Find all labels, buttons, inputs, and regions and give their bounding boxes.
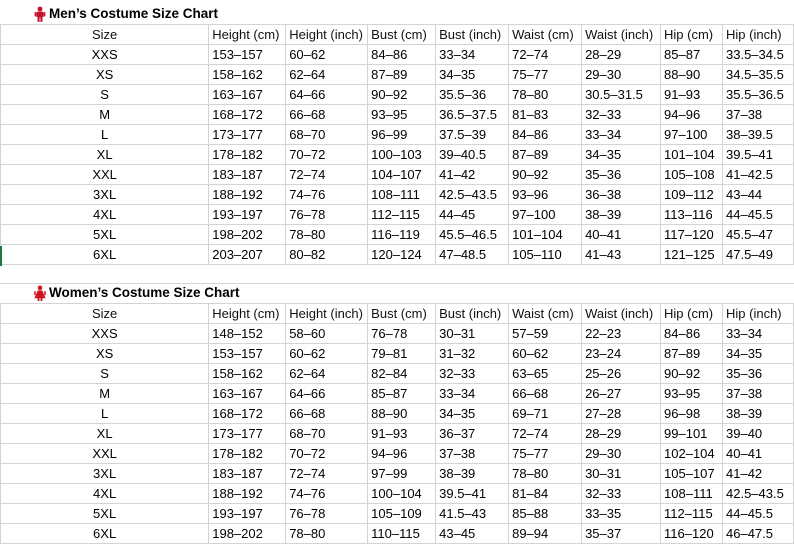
measurement-cell[interactable]: 32–33	[582, 105, 661, 125]
measurement-cell[interactable]: 94–96	[368, 444, 436, 464]
measurement-cell[interactable]: 30.5–31.5	[582, 85, 661, 105]
size-cell[interactable]: 6XL	[1, 245, 209, 265]
table-row	[1, 225, 794, 245]
measurement-cell[interactable]: 85–87	[368, 384, 436, 404]
measurement-cell[interactable]: 66–68	[286, 105, 368, 125]
measurement-cell[interactable]: 47.5–49	[723, 245, 794, 265]
measurement-cell[interactable]: 70–72	[286, 444, 368, 464]
measurement-cell[interactable]: 79–81	[368, 344, 436, 364]
measurement-cell[interactable]: 85–87	[661, 45, 723, 65]
man-figure-icon	[33, 6, 47, 22]
measurement-cell[interactable]: 23–24	[582, 344, 661, 364]
measurement-cell[interactable]: 153–157	[209, 344, 286, 364]
measurement-cell[interactable]: 153–157	[209, 45, 286, 65]
measurement-cell[interactable]: 28–29	[582, 424, 661, 444]
measurement-cell[interactable]: 183–187	[209, 165, 286, 185]
measurement-cell[interactable]: 34.5–35.5	[723, 65, 794, 85]
measurement-cell[interactable]: 22–23	[582, 324, 661, 344]
measurement-cell[interactable]: 60–62	[509, 344, 582, 364]
table-row	[1, 504, 794, 524]
measurement-cell[interactable]: 64–66	[286, 85, 368, 105]
size-cell[interactable]: L	[1, 125, 209, 145]
measurement-cell[interactable]: 110–115	[368, 524, 436, 544]
measurement-cell[interactable]: 158–162	[209, 364, 286, 384]
measurement-cell[interactable]: 168–172	[209, 404, 286, 424]
size-cell[interactable]: XXS	[1, 45, 209, 65]
measurement-cell[interactable]: 39.5–41	[723, 145, 794, 165]
column-header[interactable]: Height (cm)	[209, 25, 286, 45]
column-header[interactable]: Height (inch)	[286, 25, 368, 45]
column-header[interactable]: Waist (inch)	[582, 25, 661, 45]
measurement-cell[interactable]: 43–44	[723, 185, 794, 205]
column-header[interactable]: Hip (inch)	[723, 304, 794, 324]
column-header[interactable]: Bust (cm)	[368, 25, 436, 45]
blank-row	[0, 269, 794, 284]
table-row	[1, 65, 794, 85]
measurement-cell[interactable]: 40–41	[582, 225, 661, 245]
measurement-cell[interactable]: 74–76	[286, 484, 368, 504]
measurement-cell[interactable]: 93–95	[661, 384, 723, 404]
measurement-cell[interactable]: 34–35	[436, 65, 509, 85]
measurement-cell[interactable]: 163–167	[209, 384, 286, 404]
measurement-cell[interactable]: 105–108	[661, 165, 723, 185]
measurement-cell[interactable]: 113–116	[661, 205, 723, 225]
column-header[interactable]: Height (cm)	[209, 304, 286, 324]
table-row	[1, 145, 794, 165]
measurement-cell[interactable]: 34–35	[723, 344, 794, 364]
measurement-cell[interactable]: 33–34	[582, 125, 661, 145]
measurement-cell[interactable]: 81–84	[509, 484, 582, 504]
measurement-cell[interactable]: 37–38	[436, 444, 509, 464]
measurement-cell[interactable]: 30–31	[582, 464, 661, 484]
column-header[interactable]: Size	[1, 25, 209, 45]
size-cell[interactable]: S	[1, 85, 209, 105]
measurement-cell[interactable]: 117–120	[661, 225, 723, 245]
column-header[interactable]: Height (inch)	[286, 304, 368, 324]
measurement-cell[interactable]: 89–94	[509, 524, 582, 544]
measurement-cell[interactable]: 41–43	[582, 245, 661, 265]
measurement-cell[interactable]: 91–93	[661, 85, 723, 105]
measurement-cell[interactable]: 121–125	[661, 245, 723, 265]
measurement-cell[interactable]: 168–172	[209, 105, 286, 125]
measurement-cell[interactable]: 36–37	[436, 424, 509, 444]
size-cell[interactable]: 5XL	[1, 225, 209, 245]
measurement-cell[interactable]: 43–45	[436, 524, 509, 544]
column-header[interactable]: Waist (inch)	[582, 304, 661, 324]
table-row	[1, 364, 794, 384]
men-size-table	[0, 24, 794, 265]
measurement-cell[interactable]: 35.5–36	[436, 85, 509, 105]
measurement-cell[interactable]: 102–104	[661, 444, 723, 464]
measurement-cell[interactable]: 35–36	[582, 165, 661, 185]
row-selection-marker	[0, 246, 2, 266]
measurement-cell[interactable]: 40–41	[723, 444, 794, 464]
measurement-cell[interactable]: 183–187	[209, 464, 286, 484]
column-header[interactable]: Bust (inch)	[436, 304, 509, 324]
measurement-cell[interactable]: 109–112	[661, 185, 723, 205]
measurement-cell[interactable]: 25–26	[582, 364, 661, 384]
table-row	[1, 424, 794, 444]
measurement-cell[interactable]: 188–192	[209, 484, 286, 504]
measurement-cell[interactable]: 38–39.5	[723, 125, 794, 145]
measurement-cell[interactable]: 90–92	[661, 364, 723, 384]
measurement-cell[interactable]: 105–110	[509, 245, 582, 265]
measurement-cell[interactable]: 76–78	[368, 324, 436, 344]
measurement-cell[interactable]: 104–107	[368, 165, 436, 185]
measurement-cell[interactable]: 29–30	[582, 65, 661, 85]
measurement-cell[interactable]: 178–182	[209, 145, 286, 165]
measurement-cell[interactable]: 116–119	[368, 225, 436, 245]
measurement-cell[interactable]: 88–90	[368, 404, 436, 424]
measurement-cell[interactable]: 62–64	[286, 364, 368, 384]
measurement-cell[interactable]: 105–109	[368, 504, 436, 524]
measurement-cell[interactable]: 72–74	[286, 165, 368, 185]
measurement-cell[interactable]: 35–36	[723, 364, 794, 384]
women-chart-title-row	[0, 283, 794, 304]
measurement-cell[interactable]: 84–86	[509, 125, 582, 145]
measurement-cell[interactable]: 193–197	[209, 504, 286, 524]
measurement-cell[interactable]: 34–35	[436, 404, 509, 424]
measurement-cell[interactable]: 80–82	[286, 245, 368, 265]
measurement-cell[interactable]: 94–96	[661, 105, 723, 125]
measurement-cell[interactable]: 30–31	[436, 324, 509, 344]
measurement-cell[interactable]: 75–77	[509, 65, 582, 85]
table-row	[1, 524, 794, 544]
measurement-cell[interactable]: 36.5–37.5	[436, 105, 509, 125]
measurement-cell[interactable]: 78–80	[286, 524, 368, 544]
measurement-cell[interactable]: 72–74	[509, 45, 582, 65]
measurement-cell[interactable]: 105–107	[661, 464, 723, 484]
measurement-cell[interactable]: 66–68	[286, 404, 368, 424]
table-row	[1, 444, 794, 464]
measurement-cell[interactable]: 76–78	[286, 205, 368, 225]
table-row	[1, 45, 794, 65]
measurement-cell[interactable]: 31–32	[436, 344, 509, 364]
measurement-cell[interactable]: 193–197	[209, 205, 286, 225]
measurement-cell[interactable]: 112–115	[368, 205, 436, 225]
measurement-cell[interactable]: 47–48.5	[436, 245, 509, 265]
measurement-cell[interactable]: 33–34	[436, 384, 509, 404]
size-cell[interactable]: XS	[1, 344, 209, 364]
measurement-cell[interactable]: 36–38	[582, 185, 661, 205]
measurement-cell[interactable]: 57–59	[509, 324, 582, 344]
measurement-cell[interactable]: 112–115	[661, 504, 723, 524]
table-row	[1, 245, 794, 265]
measurement-cell[interactable]: 84–86	[661, 324, 723, 344]
measurement-cell[interactable]: 60–62	[286, 45, 368, 65]
measurement-cell[interactable]: 198–202	[209, 524, 286, 544]
measurement-cell[interactable]: 42.5–43.5	[723, 484, 794, 504]
measurement-cell[interactable]: 87–89	[368, 65, 436, 85]
measurement-cell[interactable]: 87–89	[661, 344, 723, 364]
measurement-cell[interactable]: 148–152	[209, 324, 286, 344]
table-row	[1, 484, 794, 504]
measurement-cell[interactable]: 72–74	[286, 464, 368, 484]
measurement-cell[interactable]: 100–103	[368, 145, 436, 165]
measurement-cell[interactable]: 35–37	[582, 524, 661, 544]
measurement-cell[interactable]: 33–35	[582, 504, 661, 524]
measurement-cell[interactable]: 108–111	[661, 484, 723, 504]
size-cell[interactable]: XXS	[1, 324, 209, 344]
measurement-cell[interactable]: 28–29	[582, 45, 661, 65]
measurement-cell[interactable]: 45.5–47	[723, 225, 794, 245]
measurement-cell[interactable]: 178–182	[209, 444, 286, 464]
table-row	[1, 125, 794, 145]
measurement-cell[interactable]: 37–38	[723, 384, 794, 404]
column-header[interactable]: Hip (inch)	[723, 25, 794, 45]
measurement-cell[interactable]: 33–34	[723, 324, 794, 344]
table-row	[1, 205, 794, 225]
size-cell[interactable]: 3XL	[1, 464, 209, 484]
table-row	[1, 384, 794, 404]
measurement-cell[interactable]: 97–100	[661, 125, 723, 145]
measurement-cell[interactable]: 60–62	[286, 344, 368, 364]
measurement-cell[interactable]: 42.5–43.5	[436, 185, 509, 205]
column-header[interactable]: Bust (inch)	[436, 25, 509, 45]
measurement-cell[interactable]: 41–42	[436, 165, 509, 185]
size-cell[interactable]: XS	[1, 65, 209, 85]
measurement-cell[interactable]: 85–88	[509, 504, 582, 524]
measurement-cell[interactable]: 78–80	[286, 225, 368, 245]
women-header-row	[1, 304, 794, 324]
measurement-cell[interactable]: 39.5–41	[436, 484, 509, 504]
size-cell[interactable]: 4XL	[1, 205, 209, 225]
measurement-cell[interactable]: 173–177	[209, 424, 286, 444]
size-cell[interactable]: 5XL	[1, 504, 209, 524]
measurement-cell[interactable]: 82–84	[368, 364, 436, 384]
column-header[interactable]: Hip (cm)	[661, 25, 723, 45]
size-cell[interactable]: M	[1, 384, 209, 404]
measurement-cell[interactable]: 64–66	[286, 384, 368, 404]
size-cell[interactable]: 6XL	[1, 524, 209, 544]
measurement-cell[interactable]: 37–38	[723, 105, 794, 125]
measurement-cell[interactable]: 41–42	[723, 464, 794, 484]
measurement-cell[interactable]: 38–39	[723, 404, 794, 424]
measurement-cell[interactable]: 198–202	[209, 225, 286, 245]
column-header[interactable]: Waist (cm)	[509, 25, 582, 45]
measurement-cell[interactable]: 116–120	[661, 524, 723, 544]
size-cell[interactable]: 3XL	[1, 185, 209, 205]
measurement-cell[interactable]: 108–111	[368, 185, 436, 205]
column-header[interactable]: Waist (cm)	[509, 304, 582, 324]
size-cell[interactable]: XXL	[1, 444, 209, 464]
men-chart-title-row	[0, 4, 794, 25]
measurement-cell[interactable]: 29–30	[582, 444, 661, 464]
size-cell[interactable]: L	[1, 404, 209, 424]
measurement-cell[interactable]: 90–92	[509, 165, 582, 185]
men-header-row	[1, 25, 794, 45]
table-row	[1, 165, 794, 185]
women-chart-title: Women’s Costume Size Chart	[49, 285, 240, 300]
measurement-cell[interactable]: 70–72	[286, 145, 368, 165]
women-size-table	[0, 303, 794, 544]
measurement-cell[interactable]: 33.5–34.5	[723, 45, 794, 65]
measurement-cell[interactable]: 38–39	[436, 464, 509, 484]
measurement-cell[interactable]: 45.5–46.5	[436, 225, 509, 245]
measurement-cell[interactable]: 32–33	[436, 364, 509, 384]
measurement-cell[interactable]: 41–42.5	[723, 165, 794, 185]
measurement-cell[interactable]: 100–104	[368, 484, 436, 504]
measurement-cell[interactable]: 39–40.5	[436, 145, 509, 165]
column-header[interactable]: Size	[1, 304, 209, 324]
size-cell[interactable]: XL	[1, 145, 209, 165]
measurement-cell[interactable]: 96–98	[661, 404, 723, 424]
measurement-cell[interactable]: 101–104	[509, 225, 582, 245]
measurement-cell[interactable]: 44–45.5	[723, 205, 794, 225]
measurement-cell[interactable]: 26–27	[582, 384, 661, 404]
measurement-cell[interactable]: 101–104	[661, 145, 723, 165]
measurement-cell[interactable]: 74–76	[286, 185, 368, 205]
measurement-cell[interactable]: 163–167	[209, 85, 286, 105]
measurement-cell[interactable]: 35.5–36.5	[723, 85, 794, 105]
column-header[interactable]: Bust (cm)	[368, 304, 436, 324]
measurement-cell[interactable]: 66–68	[509, 384, 582, 404]
measurement-cell[interactable]: 37.5–39	[436, 125, 509, 145]
men-chart-title: Men’s Costume Size Chart	[49, 6, 219, 21]
measurement-cell[interactable]: 87–89	[509, 145, 582, 165]
size-cell[interactable]: 4XL	[1, 484, 209, 504]
measurement-cell[interactable]: 58–60	[286, 324, 368, 344]
column-header[interactable]: Hip (cm)	[661, 304, 723, 324]
measurement-cell[interactable]: 46–47.5	[723, 524, 794, 544]
measurement-cell[interactable]: 68–70	[286, 125, 368, 145]
measurement-cell[interactable]: 72–74	[509, 424, 582, 444]
measurement-cell[interactable]: 93–96	[509, 185, 582, 205]
table-row	[1, 404, 794, 424]
measurement-cell[interactable]: 120–124	[368, 245, 436, 265]
measurement-cell[interactable]: 96–99	[368, 125, 436, 145]
measurement-cell[interactable]: 88–90	[661, 65, 723, 85]
measurement-cell[interactable]: 93–95	[368, 105, 436, 125]
measurement-cell[interactable]: 78–80	[509, 464, 582, 484]
measurement-cell[interactable]: 91–93	[368, 424, 436, 444]
table-row	[1, 464, 794, 484]
measurement-cell[interactable]: 34–35	[582, 145, 661, 165]
measurement-cell[interactable]: 75–77	[509, 444, 582, 464]
measurement-cell[interactable]: 84–86	[368, 45, 436, 65]
measurement-cell[interactable]: 99–101	[661, 424, 723, 444]
measurement-cell[interactable]: 158–162	[209, 65, 286, 85]
table-row	[1, 344, 794, 364]
size-cell[interactable]: XL	[1, 424, 209, 444]
measurement-cell[interactable]: 76–78	[286, 504, 368, 524]
table-row	[1, 324, 794, 344]
measurement-cell[interactable]: 97–100	[509, 205, 582, 225]
measurement-cell[interactable]: 39–40	[723, 424, 794, 444]
size-cell[interactable]: XXL	[1, 165, 209, 185]
measurement-cell[interactable]: 173–177	[209, 125, 286, 145]
measurement-cell[interactable]: 78–80	[509, 85, 582, 105]
measurement-cell[interactable]: 63–65	[509, 364, 582, 384]
measurement-cell[interactable]: 68–70	[286, 424, 368, 444]
measurement-cell[interactable]: 32–33	[582, 484, 661, 504]
table-row	[1, 105, 794, 125]
measurement-cell[interactable]: 41.5–43	[436, 504, 509, 524]
measurement-cell[interactable]: 97–99	[368, 464, 436, 484]
measurement-cell[interactable]: 38–39	[582, 205, 661, 225]
measurement-cell[interactable]: 188–192	[209, 185, 286, 205]
measurement-cell[interactable]: 203–207	[209, 245, 286, 265]
measurement-cell[interactable]: 81–83	[509, 105, 582, 125]
woman-dress-icon	[33, 285, 47, 301]
measurement-cell[interactable]: 33–34	[436, 45, 509, 65]
table-row	[1, 185, 794, 205]
table-row	[1, 85, 794, 105]
measurement-cell[interactable]: 62–64	[286, 65, 368, 85]
measurement-cell[interactable]: 44–45	[436, 205, 509, 225]
measurement-cell[interactable]: 90–92	[368, 85, 436, 105]
size-cell[interactable]: S	[1, 364, 209, 384]
size-cell[interactable]: M	[1, 105, 209, 125]
measurement-cell[interactable]: 27–28	[582, 404, 661, 424]
measurement-cell[interactable]: 44–45.5	[723, 504, 794, 524]
measurement-cell[interactable]: 69–71	[509, 404, 582, 424]
